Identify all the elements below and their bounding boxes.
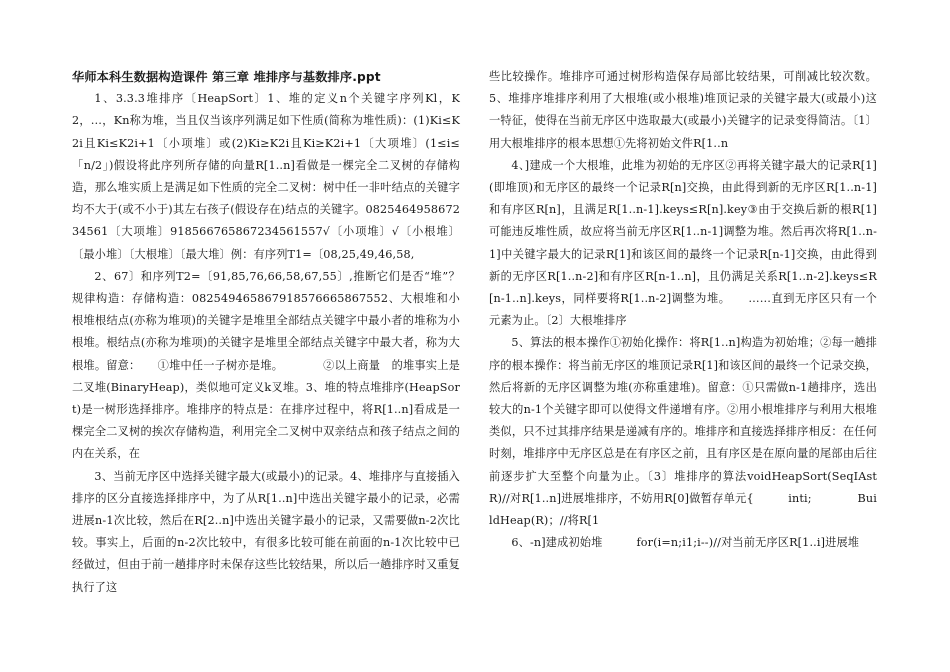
paragraph-1: 1、3.3.3堆排序〔HeapSort〕1、堆的定义n个关键字序列Kl，K2，…，Kn称为堆，当且仅当该序列满足如下性质(简称为堆性质)：(1)Ki≤K2i且Ki≤K2i+1〔小项堆〕或(2)Ki≥K2i且Ki≥K2i+1〔大项堆〕(1≤i≤「n/2」)假设将此序列所存储的向量R[1..n]看做是一棵完全二叉树的存储构造，那么堆实质上是满足如下性质的完全二叉树：树中任一非叶结点的关键字均不大于(或不小于)其左右孩子(假设存在)结点的关键字。082546495867234561〔大项堆〕918566765867234561557√〔小项堆〕√〔小根堆〕〔最小堆〕〔大根堆〕〔最大堆〕例：有序列T1=〔08,25,49,46,58,	[72, 92, 460, 261]
left-column	[72, 66, 460, 599]
paragraph-4: 4、]建成一个大根堆，此堆为初始的无序区②再将关键字最大的记录R[1](即堆顶)和无序区的最终一个记录R[n]交换，由此得到新的无序区R[1..n-1]和有序区R[n]，且满足R[1..n-1].keys≤R[n].key③由于交换后新的根R[1]可能违反堆性质，故应将当前无序区R[1..n-1]调整为堆。然后再次将R[1..n-1]中关键字最大的记录R[1]和该区间的最终一个记录R[n-1]交换，由此得到新的无序区R[1..n-2]和有序区R[n-1..n]，且仍满足关系R[1..n-2].keys≤R[n-1..n].keys，同样要将R[1..n-2]调整为堆。 ……直到无序区只有一个元素为止。〔2〕大根堆排序	[489, 158, 877, 328]
paragraph-5: 5、算法的根本操作①初始化操作：将R[1..n]构造为初始堆；②每一趟排序的根本操作：将当前无序区的堆顶记录R[1]和该区间的最终一个记录交换，然后将新的无序区调整为堆(亦称重建堆)。留意：①只需做n-1趟排序，选出较大的n-1个关键字即可以使得文件递增有序。②用小根堆排序与利用大根堆类似，只不过其排序结果是递减有序的。堆排序和直接选择排序相反：在任何时刻，堆排序中无序区总是在有序区之前，且有序区是在原向量的尾部由后往前逐步扩大至整个向量为止。〔3〕堆排序的算法voidHeapSort(SeqIAstR)//对R[1..n]进展堆排序，不妨用R[0]做暂存单元{ inti; BuildHeap(R)；//将R[1	[489, 336, 877, 528]
document-title: 华师本科生数据构造课件 第三章 堆排序与基数排序.ppt	[72, 70, 381, 84]
paragraph-6: 6、-n]建成初始堆 for(i=n;i1;i--)//对当前无序区R[1..i]进展堆	[511, 536, 860, 550]
paragraph-2: 2、67〕和序列T2=〔91,85,76,66,58,67,55〕,推断它们是否“堆”？规律构造：存储构造：0825494658679185766658675​52、大根堆和小根堆根结点(亦称为堆项)的关键字是堆里全部结点关键字中最小者的堆称为小根堆。根结点(亦称为堆项)的关键字是堆里全部结点关键字中最大者，称为大根堆。留意： ①堆中任一子树亦是堆。 ②以上商量 的堆事实上是二叉堆(BinaryHeap)，类似地可定义k叉堆。3、堆的特点堆排序(HeapSort)是一树形选择排序。堆排序的特点是：在排序过程中，将R[1..n]看成是一棵完全二叉树的挨次存储构造，利用完全二叉树中双亲结点和孩子结点之间的内在关系，在	[72, 269, 460, 461]
paragraph-3-continued: 些比较操作。堆排序可通过树形构造保存局部比较结果，可削减比较次数。5、堆排序堆排序利用了大根堆(或小根堆)堆顶记录的关键字最大(或最小)这一特征，使得在当前无序区中选取最大(或最小)关键字的记录变得简洁。〔1〕用大根堆排序的根本思想①先将初始文件R[1..n	[489, 70, 877, 150]
paragraph-3: 3、当前无序区中选择关键字最大(或最小)的记录。4、堆排序与直接插入排序的区分直接选择排序中，为了从R[1..n]中选出关键字最小的记录，必需进展n-1次比较，然后在R[2..n]中选出关键字最小的记录，又需要做n-2次比较。事实上，后面的n-2次比较中，有很多比较可能在前面的n-1次比较中已经做过，但由于前一趟排序时未保存这些比较结果，所以后一趟排序时又重复执行了这	[72, 469, 460, 594]
right-column	[489, 66, 877, 554]
